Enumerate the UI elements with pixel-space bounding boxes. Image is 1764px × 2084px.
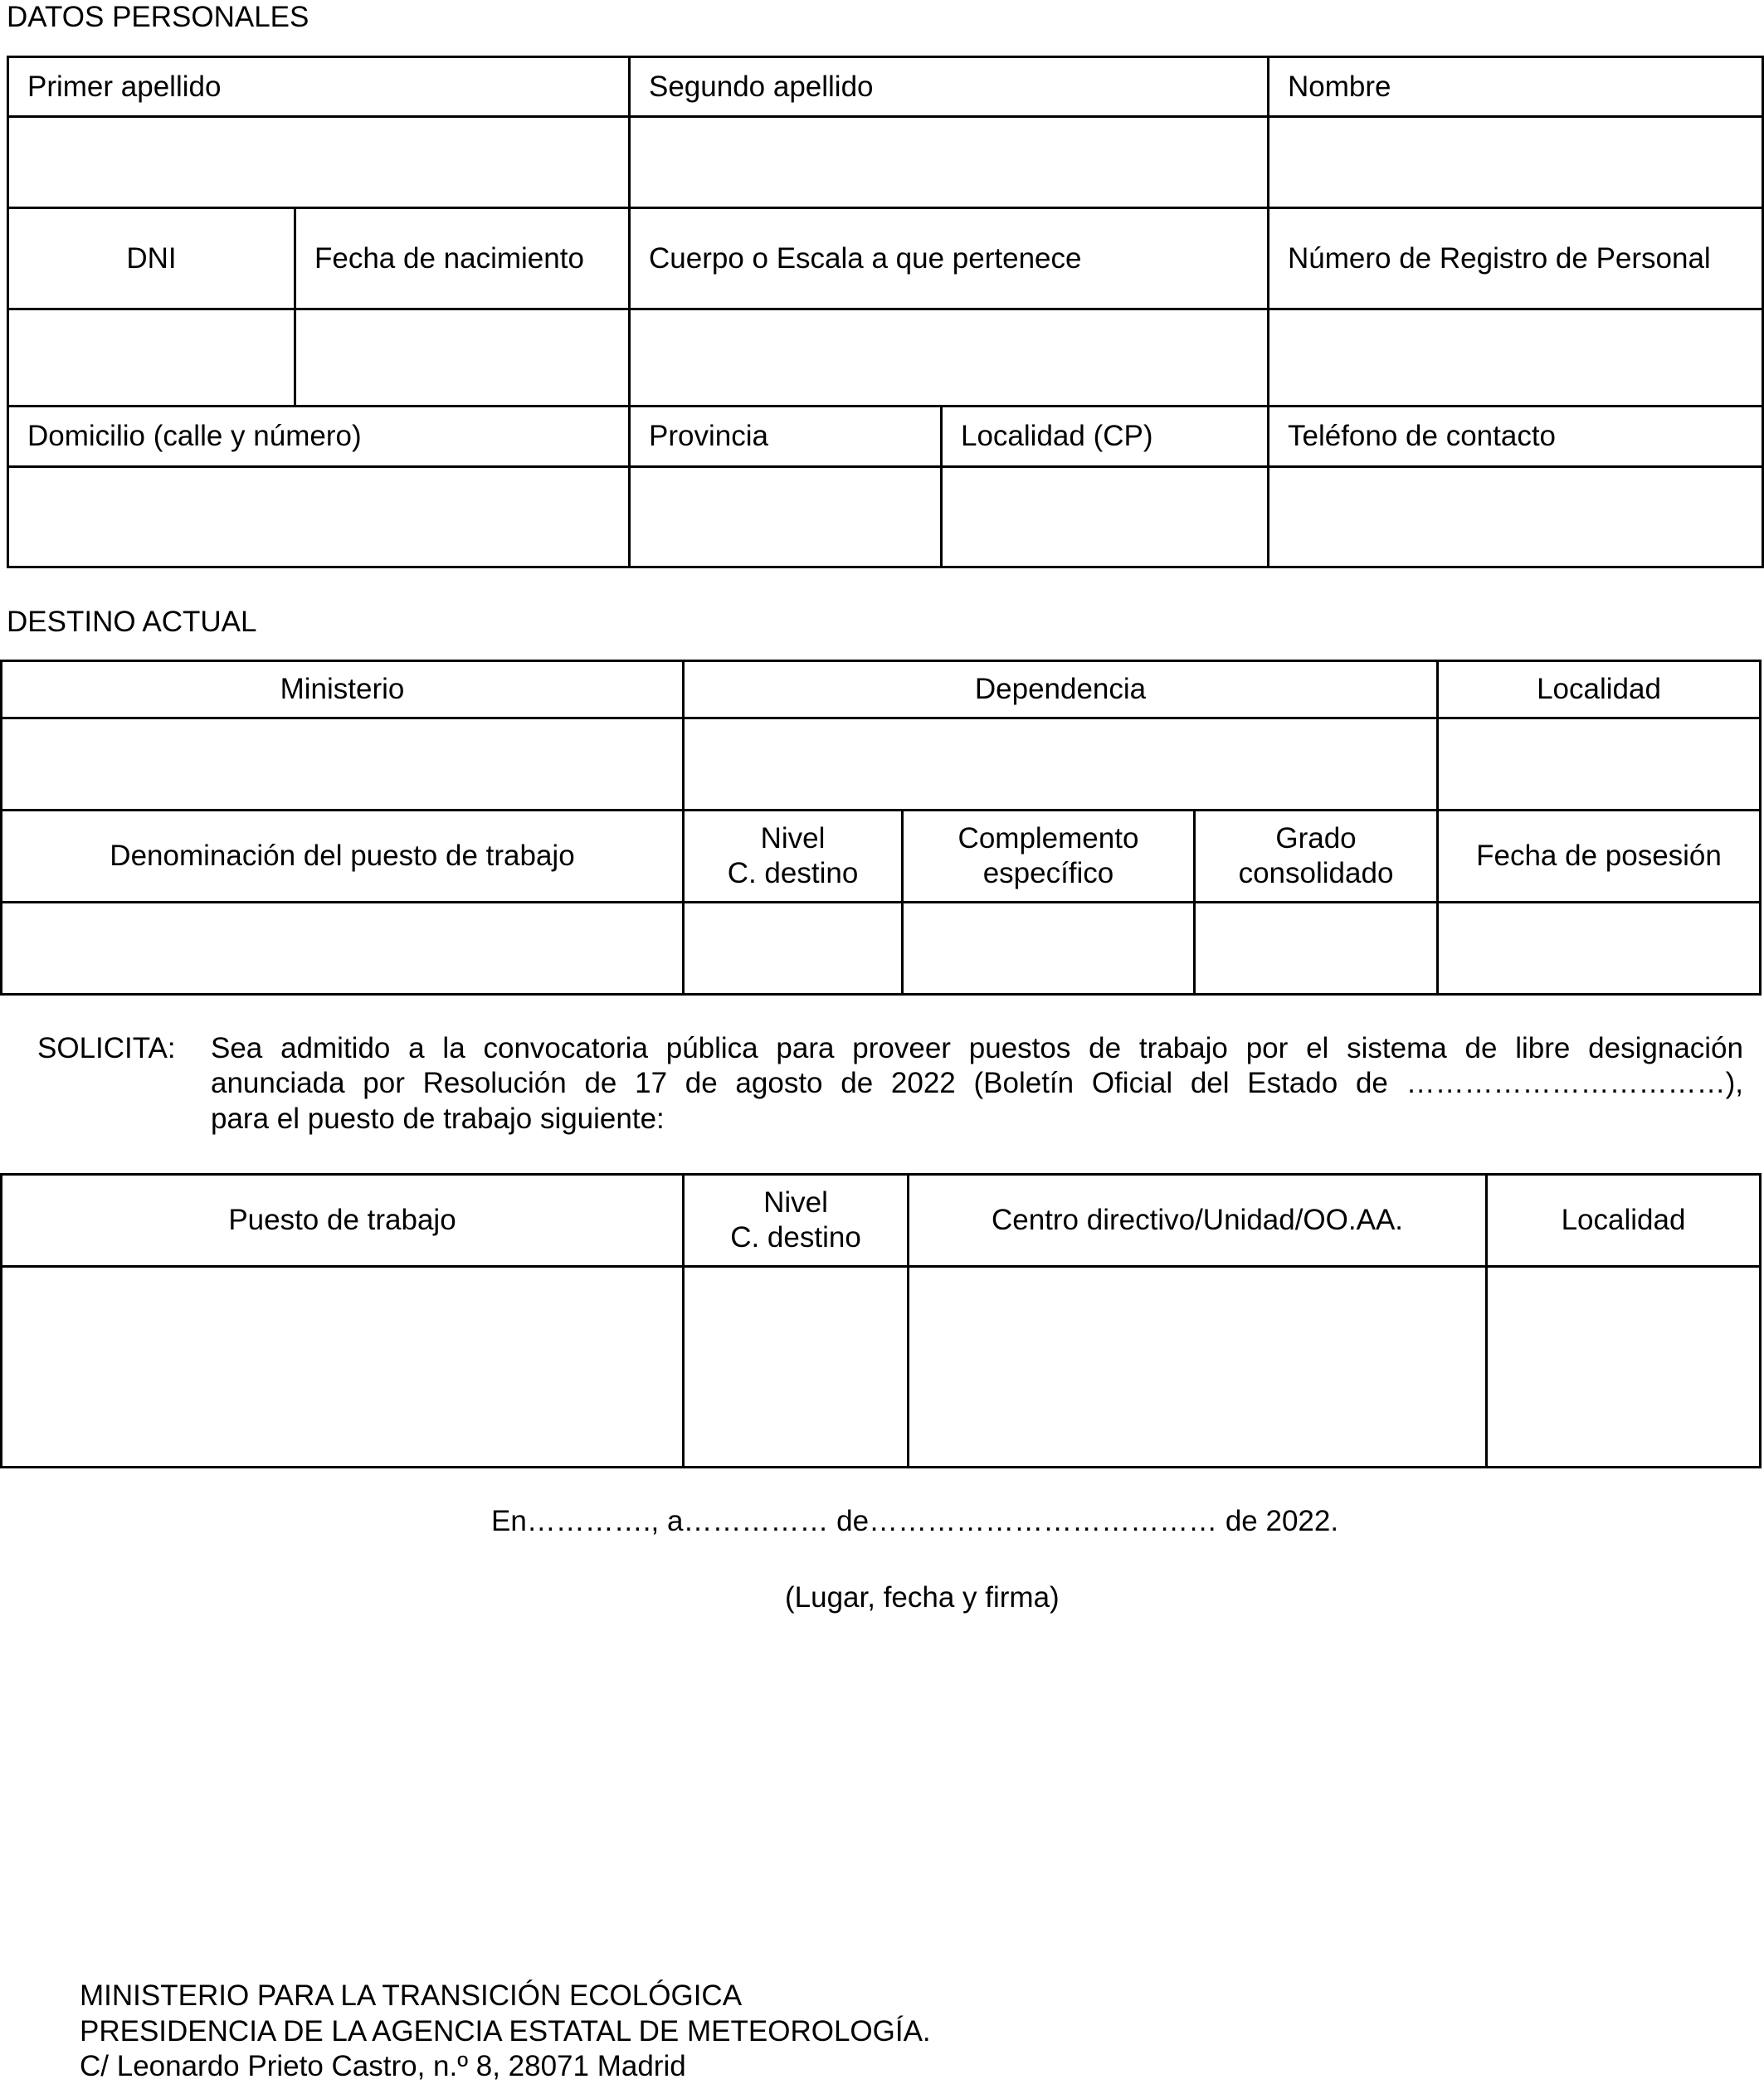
complemento-field[interactable]	[901, 901, 1196, 996]
primer-apellido-header	[7, 56, 631, 118]
centro-directivo-field[interactable]	[907, 1265, 1488, 1468]
datos-personales-title: DATOS PERSONALES	[7, 1, 309, 33]
telefono-header	[1267, 405, 1764, 468]
nivel-destino-solicitado-header	[682, 1173, 909, 1268]
cuerpo-escala-header	[628, 207, 1269, 310]
fecha-posesion-header	[1436, 809, 1762, 903]
solicita-line-2: anunciada por Resolución de 17 de agosto de 2022 (Boletín Oficial del Estado de ……………………………),	[211, 1067, 1743, 1099]
domicilio-field[interactable]	[7, 465, 631, 568]
dni-field[interactable]	[7, 308, 296, 407]
grado-label: Grado consolidado	[1238, 822, 1394, 889]
puesto-trabajo-label: Puesto de trabajo	[228, 1204, 456, 1236]
complemento-label: Complemento específico	[958, 822, 1139, 889]
footer-presidencia: PRESIDENCIA DE LA AGENCIA ESTATAL DE METEOROLOGÍA.	[80, 2015, 931, 2047]
segundo-apellido-label: Segundo apellido	[649, 70, 874, 103]
ministerio-field[interactable]	[0, 717, 685, 811]
cuerpo-escala-field[interactable]	[628, 308, 1269, 407]
segundo-apellido-header	[628, 56, 1269, 118]
localidad-cp-header	[940, 405, 1269, 468]
primer-apellido-field[interactable]	[7, 115, 631, 209]
fecha-posesion-label: Fecha de posesión	[1476, 840, 1722, 872]
dependencia-label: Dependencia	[974, 673, 1147, 705]
provincia-header	[628, 405, 943, 468]
numero-registro-header	[1267, 207, 1764, 310]
nombre-label: Nombre	[1288, 70, 1391, 103]
dependencia-field[interactable]	[682, 717, 1439, 811]
grado-field[interactable]	[1193, 901, 1439, 996]
ministerio-label: Ministerio	[280, 673, 405, 705]
centro-directivo-label: Centro directivo/Unidad/OO.AA.	[991, 1204, 1404, 1236]
localidad-actual-label: Localidad	[1537, 673, 1661, 705]
nivel-destino-actual-field[interactable]	[682, 901, 904, 996]
provincia-field[interactable]	[628, 465, 943, 568]
footer-ministerio: MINISTERIO PARA LA TRANSICIÓN ECOLÓGICA	[80, 1979, 743, 2012]
localidad-solicitada-label: Localidad	[1561, 1204, 1686, 1236]
provincia-label: Provincia	[649, 420, 768, 452]
denominacion-header	[0, 809, 685, 903]
fecha-nacimiento-field[interactable]	[294, 308, 631, 407]
centro-directivo-header	[907, 1173, 1488, 1268]
nivel-destino-solicitado-label: Nivel C. destino	[730, 1186, 861, 1254]
telefono-field[interactable]	[1267, 465, 1764, 568]
denominacion-label: Denominación del puesto de trabajo	[110, 840, 575, 872]
dni-label: DNI	[126, 241, 177, 275]
nivel-destino-solicitado-field[interactable]	[682, 1265, 909, 1468]
primer-apellido-label: Primer apellido	[27, 70, 222, 103]
localidad-cp-label: Localidad (CP)	[961, 420, 1153, 452]
localidad-cp-field[interactable]	[940, 465, 1269, 568]
puesto-trabajo-field[interactable]	[0, 1265, 685, 1468]
dni-header	[7, 207, 296, 310]
lugar-fecha-firma: (Lugar, fecha y firma)	[785, 1581, 1060, 1614]
denominacion-field[interactable]	[0, 901, 685, 996]
nivel-destino-actual-label: Nivel C. destino	[727, 822, 859, 889]
nombre-field[interactable]	[1267, 115, 1764, 209]
localidad-actual-field[interactable]	[1436, 717, 1762, 811]
domicilio-label: Domicilio (calle y número)	[27, 420, 362, 452]
fecha-nacimiento-label: Fecha de nacimiento	[314, 241, 584, 275]
solicita-label: SOLICITA:	[37, 1032, 176, 1064]
fecha-nacimiento-header	[294, 207, 631, 310]
grado-header	[1193, 809, 1439, 903]
fecha-firma-line: En…………., a…………… de……………………………… de 2022.	[491, 1505, 1339, 1537]
numero-registro-field[interactable]	[1267, 308, 1764, 407]
nivel-destino-actual-header	[682, 809, 904, 903]
localidad-solicitada-field[interactable]	[1485, 1265, 1762, 1468]
destino-actual-title: DESTINO ACTUAL	[7, 606, 257, 638]
dependencia-header	[682, 660, 1439, 719]
segundo-apellido-field[interactable]	[628, 115, 1269, 209]
cuerpo-escala-label: Cuerpo o Escala a que pertenece	[649, 241, 1082, 275]
numero-registro-label: Número de Registro de Personal	[1288, 241, 1711, 275]
complemento-header	[901, 809, 1196, 903]
domicilio-header	[7, 405, 631, 468]
footer-direccion: C/ Leonardo Prieto Castro, n.º 8, 28071 Madrid	[80, 2050, 686, 2082]
puesto-trabajo-header	[0, 1173, 685, 1268]
ministerio-header	[0, 660, 685, 719]
solicita-line-1: Sea admitido a la convocatoria pública para proveer puestos de trabajo por el sistema de libre designación	[211, 1032, 1743, 1064]
fecha-posesion-field[interactable]	[1436, 901, 1762, 996]
localidad-solicitada-header	[1485, 1173, 1762, 1268]
solicita-line-3: para el puesto de trabajo siguiente:	[211, 1103, 665, 1135]
localidad-actual-header	[1436, 660, 1762, 719]
nombre-header	[1267, 56, 1764, 118]
telefono-label: Teléfono de contacto	[1288, 420, 1557, 452]
